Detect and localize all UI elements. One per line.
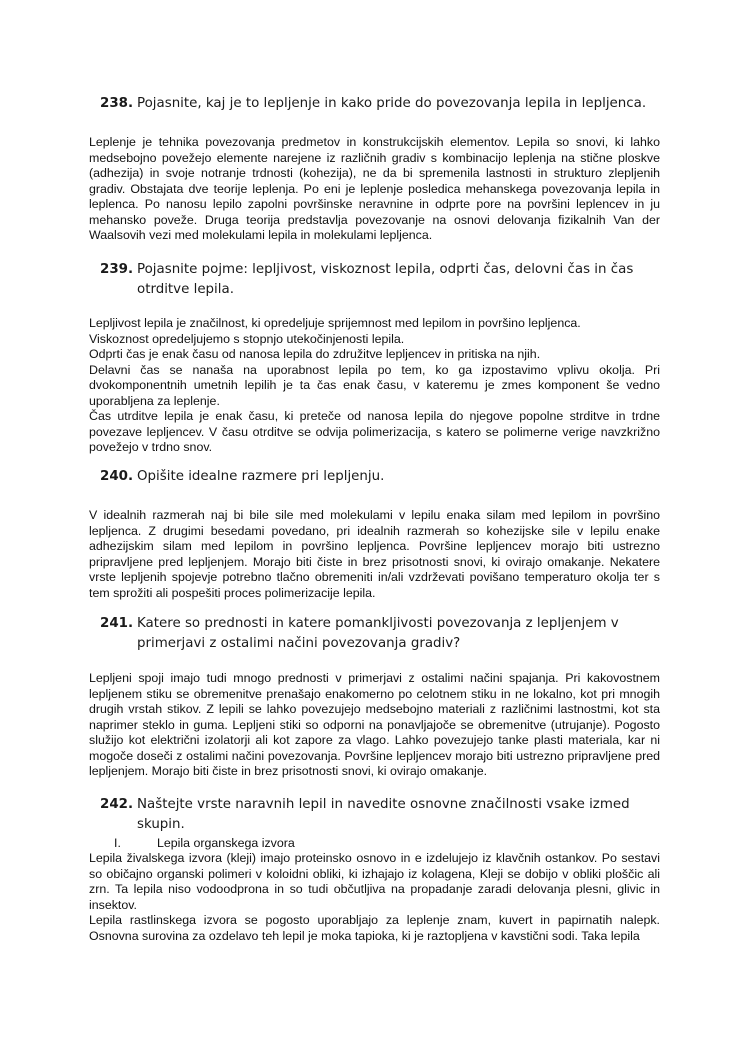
answer-text: Lepila rastlinskega izvora se pogosto uporabljajo za leplenje znam, kuvert in papirnatih nalepk. Osnovna surovina za ozdelavo teh lepil je moka tapioka, ki je raztopljena v kavstični sodi. Taka lepila: [89, 913, 660, 943]
question-text: Opišite idealne razmere pri lepljenju.: [137, 469, 385, 484]
list-marker: I.: [114, 836, 121, 850]
answer-paragraph: [89, 851, 660, 944]
answer-paragraph: [89, 316, 660, 456]
list-item: [114, 836, 295, 852]
question-number: 238.: [100, 96, 134, 111]
answer-paragraph: [89, 508, 660, 601]
question-number: 241.: [100, 616, 134, 631]
question-text: Naštejte vrste naravnih lepil in navedite osnovne značilnosti vsake izmed skupin.: [137, 797, 630, 832]
answer-paragraph: [89, 135, 660, 244]
answer-text: Lepljeni spoji imajo tudi mnogo prednosti v primerjavi z ostalimi načini spajanja. Pri kakovostnem lepljenem stiku se obremenitve prenašajo enakomerno po celotnem stiku in ne lokalno, kot pri mnogih drugih vrstah stikov. Z lepili se lahko povezujejo medsebojno materiali z različnimi lastnostmi, kot sta naprimer steklo in guma. Lepljeni stiki so odporni na ponavljajoče se obremenitve (utrujanje). Pogosto služijo kot električni izolatorji ali kot zapore za vlago. Lahko povezujejo tanke plasti materiala, kar ni mogoče doseči z ostalimi načini povezovanja. Površine lepljencev morajo biti ustrezno pripravljene pred lepljenjem. Morajo biti čiste in brez prisotnosti snovi, ki ovirajo omakanje.: [89, 671, 660, 778]
question-text: Pojasnite pojme: lepljivost, viskoznost lepila, odprti čas, delovni čas in čas otrditve lepila.: [137, 262, 634, 297]
question-heading: [100, 467, 660, 487]
answer-text: Odprti čas je enak času od nanosa lepila do združitve lepljencev in pritiska na njih.: [89, 347, 541, 361]
question-heading: [100, 94, 660, 114]
question-text: Pojasnite, kaj je to lepljenje in kako pride do povezovanja lepila in lepljenca.: [137, 96, 647, 111]
question-heading: [100, 795, 660, 835]
answer-text: Viskoznost opredeljujemo s stopnjo utekočinjenosti lepila.: [89, 331, 405, 346]
question-number: 242.: [100, 797, 134, 812]
answer-paragraph: [89, 671, 660, 780]
question-number: 240.: [100, 469, 134, 484]
answer-text: Lepljivost lepila je značilnost, ki opredeljuje sprijemnost med lepilom in površino lepljenca.: [89, 316, 581, 330]
answer-text: Leplenje je tehnika povezovanja predmetov in konstrukcijskih elementov. Lepila so snovi, ki lahko medsebojno povežejo elemente narejene iz različnih gradiv s kombinacijo leplenja na stične ploskve (adhezija) in svoje notranje trdnosti (kohezija), ne da bi spremenila lastnosti in strukturo zlepljenih gradiv. Obstajata dve teorije leplenja. Po eni je leplenje posledica mehanskega povezovanja lepila in leplenca. Po nanosu lepilo zapolni površinske neravnine in odprte pore na površini leplencev in ju mehansko poveže. Druga teorija predstavlja povezovanje na osnovi delovanja fizikalnih Van der Waalsovih vezi med molekulami lepila in molekulami lepljenca.: [89, 135, 660, 242]
question-number: 239.: [100, 262, 134, 277]
answer-text: Čas utrditve lepila je enak času, ki preteče od nanosa lepila do njegove popolne strditve in trdne povezave lepljencev. V času otrditve se odvija polimerizacija, s katero se polimerne verige navzkrižno povežejo v trdno snov.: [89, 409, 660, 454]
question-heading: [100, 614, 660, 654]
question-heading: [100, 260, 660, 300]
question-text: Katere so prednosti in katere pomankljivosti povezovanja z lepljenjem v primerjavi z ostalimi načini povezovanja gradiv?: [137, 616, 619, 651]
answer-text: V idealnih razmerah naj bi bile sile med molekulami v lepilu enaka silam med lepilom in površino lepljenca. Z drugimi besedami povedano, pri idealnih razmerah so kohezijske sile v lepilu enake adhezijskim silam med lepilom in površino lepljenca. Površine lepljencev morajo biti ustrezno pripravljene pred lepljenjem. Morajo biti čiste in brez prisotnosti snovi, ki ovirajo omakanje. Nekatere vrste lepljenih spojevje potrebno tlačno obremeniti in/ali vzdrževati povišano temperaturo okolja ter s tem sprožiti ali pospešiti proces polimerizacije lepila.: [89, 508, 660, 600]
list-label: Lepila organskega izvora: [157, 836, 295, 850]
answer-text: Lepila živalskega izvora (kleji) imajo proteinsko osnovo in e izdelujejo iz klavčnih ostankov. Po sestavi so običajno organski polimeri v koloidni obliki, ki izhajajo iz kolagena, Kleji se dobijo v obliki ploščic ali zrn. Ta lepila niso vodoodprona in so tudi občutljiva na propadanje zaradi delovanja plesni, glivic in insektov.: [89, 851, 660, 912]
answer-text: Delavni čas se nanaša na uporabnost lepila po tem, ko ga izpostavimo vplivu okolja. Pri dvokomponentnih umetnih lepilih je ta čas enak času, v kateremu je zmes komponent še vedno uporabljena za leplenje.: [89, 362, 660, 408]
